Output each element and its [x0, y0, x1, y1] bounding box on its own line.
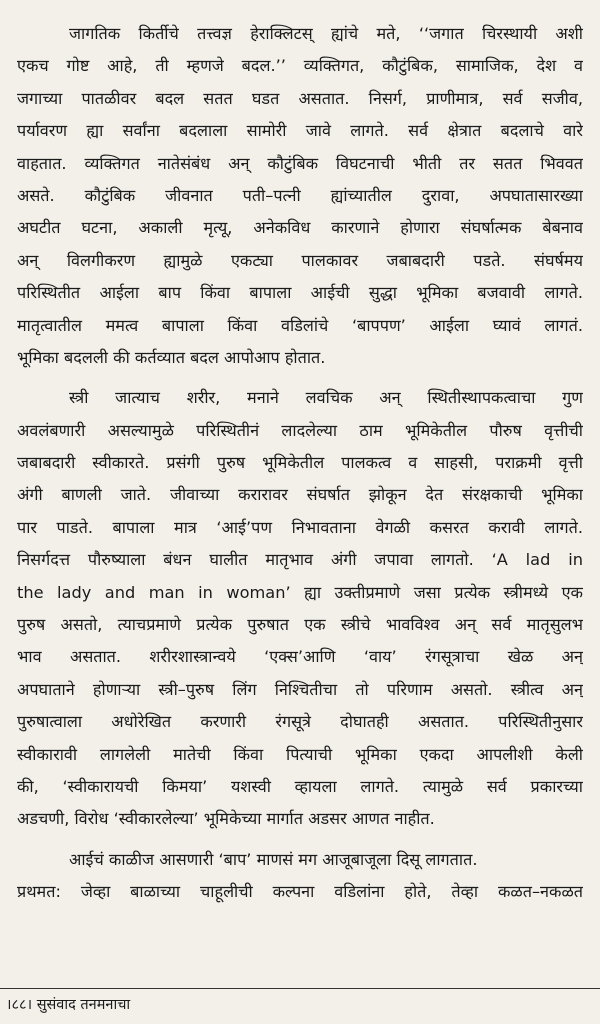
text-line: पार पाडते. बापाला मात्र ‘आई’पण निभावताना वेगळी कसरत करावी लागते. — [17, 517, 583, 537]
text-line: पर्यावरण ह्या सर्वांना बदलाला सामोरी जावे लागते. सर्व क्षेत्रात बदलाचे वारे — [17, 121, 583, 141]
text-line: अंगी बाणली जाते. जीवाच्या करारावर संघर्षात झोकून देत संरक्षकाची भूमिका — [17, 485, 583, 505]
text-line: स्वीकारावी लागलेली मातेची किंवा पित्याची भूमिका एकदा आपलीशी केली — [17, 744, 583, 764]
text-line: पुरुषात्वाला अधोरेखित करणारी रंगसूत्रे दोघातही असतात. परिस्थितीनुसार — [17, 712, 583, 732]
text-line: परिस्थितीत आईला बाप किंवा बापाला आईची सुद्धा भूमिका बजवावी लागते. — [17, 283, 583, 303]
text-line: वाहतात. व्यक्तिगत नातेसंबंध अन् कौटुंबिक विघटनाची भीती तर सतत भिववत — [17, 153, 583, 173]
text-line: अन् विलगीकरण ह्यामुळे एकट्या पालकावर जबाबदारी पडते. संघर्षमय — [17, 250, 583, 270]
text-line: स्त्री जात्याच शरीर, मनाने लवचिक अन् स्थितीस्थापकत्वाचा गुण — [69, 388, 583, 408]
text-line: the lady and man in woman’ ह्या उक्तीप्रमाणे जसा प्रत्येक स्त्रीमध्ये एक — [17, 582, 583, 602]
body-text — [17, 18, 583, 909]
paragraph-gap — [17, 836, 583, 844]
text-line: अपघाताने होणाऱ्या स्त्री–पुरुष लिंग निश्चितीचा तो परिणाम असतो. स्त्रीत्व अन् — [17, 679, 583, 699]
text-line: भाव असतात. शरीरशास्त्रान्वये ‘एक्स’आणि ‘वाय’ रंगसूत्राचा खेळ अन् — [17, 647, 583, 667]
book-title: सुसंवाद तनमनाचा — [36, 997, 131, 1013]
text-line: अवलंबणारी असल्यामुळे परिस्थितीनं लादलेल्या ठाम भूमिकेतील पौरुष वृत्तीची — [17, 420, 583, 440]
page-number: ।८८। — [6, 997, 33, 1013]
paragraph-3 — [17, 844, 583, 909]
paragraph-2 — [17, 382, 583, 835]
text-line: पुरुष असतो, त्याचप्रमाणे प्रत्येक पुरुषात एक स्त्रीचे भावविश्व अन् सर्व मातृसुलभ — [17, 615, 583, 635]
text-line: जगाच्या पातळीवर बदल सतत घडत असतात. निसर्ग, प्राणीमात्र, सर्व सजीव, — [17, 88, 583, 108]
text-line: निसर्गदत्त पौरुष्याला बंधन घालीत मातृभाव अंगी जपावा लागतो. ‘A lad in — [17, 550, 583, 570]
text-line: प्रथमत: जेव्हा बाळाच्या चाहूलीची कल्पना वडिलांना होते, तेव्हा कळत–नकळत — [17, 882, 583, 902]
text-line: जागतिक किर्तीचे तत्त्वज्ञ हेराक्लिटस् ह्यांचे मते, ‘‘जगात चिरस्थायी अशी — [69, 24, 583, 43]
text-line: एकच गोष्ट आहे, ती म्हणजे बदल.’’ व्यक्तिगत, कौटुंबिक, सामाजिक, देश व — [17, 56, 583, 76]
page-footer — [6, 995, 130, 1015]
paragraph-gap — [17, 374, 583, 382]
text-line: आईचं काळीज आसणारी ‘बाप’ माणसं मग आजूबाजूला दिसू लागतात. — [69, 849, 478, 869]
text-line: मातृत्वातील ममत्व बापाला किंवा वडिलांचे ‘बापपण’ आईला घ्यावं लागतं. — [17, 315, 583, 335]
text-line: असते. कौटुंबिक जीवनात पती–पत्नी ह्यांच्यातील दुरावा, अपघातासारख्या — [17, 185, 583, 205]
text-line: अघटीत घटना, अकाली मृत्यू, अनेकविध कारणाने होणारा संघर्षात्मक बेबनाव — [17, 218, 583, 238]
text-line: अडचणी, विरोध ‘स्वीकारलेल्या’ भूमिकेच्या मार्गात अडसर आणत नाहीत. — [17, 809, 435, 829]
paragraph-1 — [17, 18, 583, 374]
text-line: की, ‘स्वीकारायची किमया’ यशस्वी व्हायला लागते. त्यामुळे सर्व प्रकारच्या — [17, 776, 583, 796]
text-line: जबाबदारी स्वीकारते. प्रसंगी पुरुष भूमिकेतील पालकत्व व साहसी, पराक्रमी वृत्ती — [17, 453, 583, 473]
footer-divider — [0, 988, 600, 989]
text-line: भूमिका बदलली की कर्तव्यात बदल आपोआप होतात. — [17, 347, 326, 367]
